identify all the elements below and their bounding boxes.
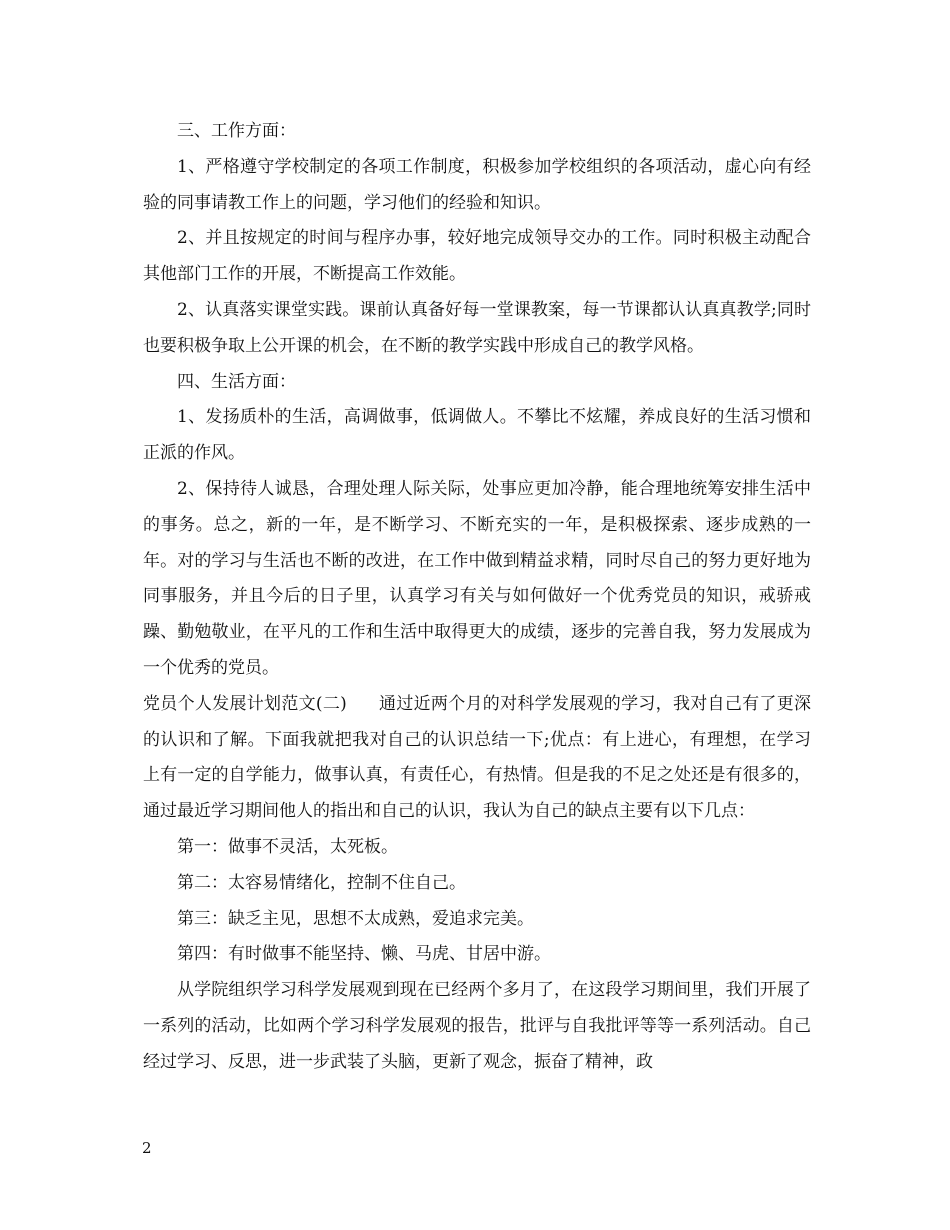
paragraph: 2、并且按规定的时间与程序办事，较好地完成领导交办的工作。同时积极主动配合其他部门工作的开展，不断提高工作效能。 (143, 228, 811, 285)
article-two-paragraph (143, 687, 811, 830)
paragraph: 1、发扬质朴的生活，高调做事，低调做人。不攀比不炫耀，养成良好的生活习惯和正派的作风。 (143, 407, 811, 464)
section-heading-life: 四、生活方面： (177, 371, 296, 392)
article-two-title: 党员个人发展计划范文(二) (143, 693, 347, 714)
paragraph: 2、认真落实课堂实践。课前认真备好每一堂课教案，每一节课都认认真真教学;同时也要积极争取上公开课的机会，在不断的教学实践中形成自己的教学风格。 (143, 299, 811, 356)
paragraph: 2、保持待人诚恳，合理处理人际关际，处事应更加冷静，能合理地统筹安排生活中的事务。总之，新的一年，是不断学习、不断充实的一年，是积极探索、逐步成熟的一年。对的学习与生活也不断的改进，在工作中做到精益求精，同时尽自己的努力更好地为同事服务，并且今后的日子里，认真学习有关与如何做好一个优秀党员的知识，戒骄戒躁、勤勉敬业，在平凡的工作和生活中取得更大的成绩，逐步的完善自我，努力发展成为一个优秀的党员。 (143, 478, 811, 678)
shortcoming-item-4: 第四：有时做事不能坚持、懒、马虎、甘居中游。 (177, 944, 551, 965)
document-body (143, 114, 811, 1081)
paragraph: 1、严格遵守学校制定的各项工作制度，积极参加学校组织的各项活动，虚心向有经验的同事请教工作上的问题，学习他们的经验和知识。 (143, 156, 811, 213)
page-number: 2 (142, 1139, 152, 1157)
shortcoming-item-2: 第二：太容易情绪化，控制不住自己。 (177, 872, 466, 893)
paragraph: 从学院组织学习科学发展观到现在已经两个多月了，在这段学习期间里，我们开展了一系列的活动，比如两个学习科学发展观的报告，批评与自我批评等等一系列活动。自己经过学习、反思，进一步武装了头脑，更新了观念，振奋了精神，政 (143, 980, 811, 1072)
article-two-body: 通过近两个月的对科学发展观的学习，我对自己有了更深的认识和了解。下面我就把我对自己的认识总结一下;优点：有上进心，有理想，在学习上有一定的自学能力，做事认真，有责任心，有热情。但是我的不足之处还是有很多的，通过最近学习期间他人的指出和自己的认识，我认为自己的缺点主要有以下几点： (143, 693, 812, 822)
shortcoming-item-1: 第一：做事不灵活，太死板。 (177, 836, 398, 857)
shortcoming-item-3: 第三：缺乏主见，思想不太成熟，爱追求完美。 (177, 908, 534, 929)
section-heading-work: 三、工作方面： (177, 121, 296, 141)
